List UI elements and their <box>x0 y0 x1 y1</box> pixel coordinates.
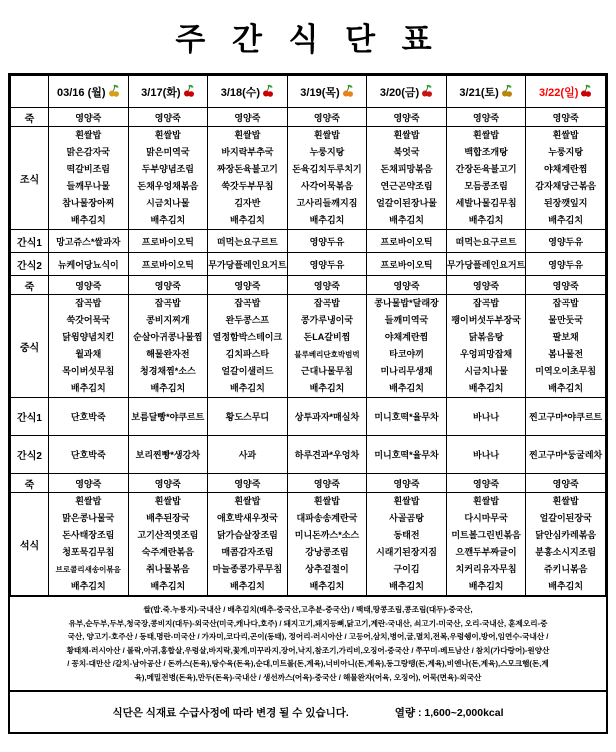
menu-item: 연근곤약조림 <box>380 181 433 191</box>
menu-item: 김자반 <box>234 198 261 208</box>
menu-item: 짜장돈육불고기 <box>216 164 278 174</box>
menu-item: 된장깻잎지 <box>543 198 588 208</box>
day-header <box>49 76 129 108</box>
menu-item: 흰쌀밥 <box>234 130 261 140</box>
day-label: 3/22(일) <box>539 86 579 99</box>
menu-item: 흰쌀밥 <box>313 496 341 506</box>
meal-cell <box>526 295 606 398</box>
menu-item: 취나물볶음 <box>146 564 190 574</box>
menu-item: 콩가루냉이국 <box>300 315 354 325</box>
day-header-content <box>141 84 194 100</box>
menu-item: 잡곡밥 <box>313 298 341 308</box>
menu-item: 쑥갓두부무침 <box>221 181 274 191</box>
menu-item: 고기산적엿조림 <box>137 530 199 540</box>
menu-item: 흰쌀밥 <box>75 130 102 140</box>
meal-cell <box>367 493 447 596</box>
day-header-content <box>380 84 433 100</box>
menu-item: 돈사태장조림 <box>62 530 115 540</box>
snack-cell: 떠먹는요구르트 <box>446 230 526 253</box>
menu-item: 시래기된장지짐 <box>376 547 437 557</box>
menu-item: 떡갈비조림 <box>66 164 111 174</box>
menu-item: 흰쌀밥 <box>154 130 181 140</box>
meal-cell <box>128 493 208 596</box>
menu-item: 해물완자전 <box>146 349 190 359</box>
menu-item: 배추김치 <box>548 581 584 591</box>
menu-item: 봄나물전 <box>548 349 584 359</box>
menu-item: 근대나물무침 <box>300 366 354 376</box>
snack-cell: 망고쥬스*쌀과자 <box>49 230 129 253</box>
row-label: 죽 <box>11 474 49 493</box>
menu-item: 맑은콩나물국 <box>62 513 115 523</box>
menu-item: 으깬두부짜글이 <box>455 547 517 557</box>
day-label: 3/21(토) <box>459 86 499 99</box>
row-label: 간식2 <box>11 253 49 276</box>
cherry-icon <box>262 84 274 100</box>
menu-item: 배추김치 <box>548 215 584 225</box>
day-label: 3/20(금) <box>379 86 420 99</box>
fruit-basket-icon <box>580 84 592 100</box>
origin-line: 국산, 양고기-호주산 / 동태,명란-미국산 / 가자미,코다리,곤이(동태), 정어리-러시아산 / 고등어,삼치,병어,굴,멸치,전복,우렁쉥이,방어,임연수-국내산 / <box>67 632 549 641</box>
day-label: 3/18(수) <box>220 86 261 99</box>
day-header <box>287 76 367 108</box>
porridge-cell: 영양죽 <box>526 276 606 295</box>
row-label: 간식2 <box>11 436 49 474</box>
snack-cell: 프로바이오틱 <box>367 253 447 276</box>
menu-item: 쥬키니볶음 <box>543 564 588 574</box>
snack-cell: 무가당플레인요거트 <box>446 253 526 276</box>
origin-line: / 꽁치-대만산 /갈치-남아공산 / 돈까스(돈육),탕수육(돈육),순대,미트볼(돈,계육),너비아니(돈,계육),동그랑땡(돈,계육),비엔나(돈,계육),스모크햄(돈,계 <box>67 659 549 668</box>
menu-item: 잡곡밥 <box>552 298 579 308</box>
menu-item: 흰쌀밥 <box>393 130 420 140</box>
snack-cell: 사과 <box>208 436 288 474</box>
page-title: 주 간 식 단 표 <box>175 22 441 57</box>
menu-item: 목이버섯무침 <box>62 366 115 376</box>
menu-item: 팽이버섯두부장국 <box>451 315 521 325</box>
menu-item: 배추김치 <box>309 383 345 393</box>
origin-line: 육),메밀전병(돈육),만두(돈육)-국내산 / 생선까스(어육)-중국산 / 해물완자(어육, 오징어), 어묵(면육)-외국산 <box>134 672 482 682</box>
snack-cell: 떠먹는요구르트 <box>208 230 288 253</box>
snack-cell: 바나나 <box>446 398 526 436</box>
menu-item: 얼갈이샐러드 <box>221 366 274 376</box>
snack-cell: 영양두유 <box>526 253 606 276</box>
menu-item: 잡곡밥 <box>75 298 102 308</box>
menu-item: 청포묵김무침 <box>62 547 115 557</box>
row-label: 중식 <box>11 295 49 398</box>
origin-line: 유부,순두부,두부,청국장,콩비지(대두)-외국산(미국,캐나다,호주) / 돼지고기,돼지등뼈,닭고기,계란-국내산, 쇠고기-미국산, 오리-국내산, 훈제오리-중 <box>68 618 548 628</box>
menu-item: 닭안심카레볶음 <box>535 530 597 540</box>
snack-cell: 보리찐빵*생강차 <box>128 436 208 474</box>
menu-item: 흰쌀밥 <box>393 496 420 506</box>
menu-item: 배추김치 <box>389 383 424 393</box>
porridge-cell: 영양죽 <box>367 474 447 493</box>
menu-item: 두부양념조림 <box>141 164 194 174</box>
porridge-cell: 영양죽 <box>287 108 367 127</box>
menu-item: 세발나물김무침 <box>455 198 517 208</box>
menu-item: 잡곡밥 <box>154 298 181 308</box>
menu-item: 배추김치 <box>309 581 345 591</box>
menu-item: 청경채찜*소스 <box>140 366 196 376</box>
menu-row <box>11 493 606 596</box>
menu-item: 흰쌀밥 <box>473 130 500 140</box>
day-header <box>526 76 606 108</box>
menu-item: 배추김치 <box>70 383 106 393</box>
menu-row <box>11 253 606 276</box>
row-label: 죽 <box>11 276 49 295</box>
snack-cell: 프로바이오틱 <box>128 253 208 276</box>
menu-item: 흰쌀밥 <box>75 496 102 506</box>
snack-cell: 영양두유 <box>526 230 606 253</box>
menu-item: 동태전 <box>393 530 420 540</box>
menu-item: 치커리유자무침 <box>455 564 517 574</box>
porridge-cell: 영양죽 <box>49 108 129 127</box>
menu-item: 돈LA갈비찜 <box>303 332 351 342</box>
menu-item: 흰쌀밥 <box>234 496 261 506</box>
menu-item: 시금치나물 <box>146 198 190 208</box>
menu-row <box>11 108 606 127</box>
menu-item: 돈육김치두루치기 <box>292 164 362 174</box>
snack-cell: 뉴케어당뇨식이 <box>49 253 129 276</box>
origin-info <box>10 596 606 690</box>
menu-item: 숙주계란볶음 <box>141 547 194 557</box>
row-label: 간식1 <box>11 398 49 436</box>
porridge-cell: 영양죽 <box>367 108 447 127</box>
menu-item: 물만둣국 <box>548 315 584 325</box>
snack-cell: 프로바이오틱 <box>367 230 447 253</box>
menu-item: 흰쌀밥 <box>552 496 579 506</box>
menu-item: 블루베리단호박범벅 <box>294 350 360 359</box>
meal-cell <box>208 127 288 230</box>
menu-item: 사골곰탕 <box>389 513 424 523</box>
menu-item: 배추김치 <box>150 383 186 393</box>
porridge-cell: 영양죽 <box>208 108 288 127</box>
pineapple-icon <box>501 84 513 100</box>
menu-item: 돈채피망볶음 <box>380 164 433 174</box>
snack-cell: 미니호떡*율무차 <box>367 398 447 436</box>
menu-item: 참나물장아찌 <box>62 198 115 208</box>
menu-item: 배추김치 <box>150 581 186 591</box>
origin-line: 황태채-러시아산 / 볼락,아귀,홍합살,우렁살,바지락,꽃게,미꾸라지,장어,낙지,참조기,가리비,오징어-중국산 / 쭈꾸미-베트남산 / 참치(가다랑어)-원양산 <box>66 645 550 655</box>
meal-cell <box>287 493 367 596</box>
day-header-content <box>57 84 120 100</box>
menu-row <box>11 230 606 253</box>
meal-cell <box>128 295 208 398</box>
row-label: 석식 <box>11 493 49 596</box>
snack-cell: 미니호떡*율무차 <box>367 436 447 474</box>
menu-row <box>11 127 606 230</box>
meal-cell <box>446 295 526 398</box>
menu-item: 다시마무국 <box>464 513 508 523</box>
menu-item: 배추김치 <box>70 581 106 591</box>
menu-item: 시금치나물 <box>464 366 508 376</box>
menu-item: 매콤감자조림 <box>221 547 274 557</box>
menu-sheet <box>8 73 608 734</box>
menu-item: 배추김치 <box>468 581 504 591</box>
menu-item: 미나리무생채 <box>380 366 433 376</box>
menu-item: 맑은미역국 <box>146 147 190 157</box>
day-header-content <box>300 84 353 100</box>
menu-item: 대파송송계란국 <box>296 513 358 523</box>
meal-cell <box>49 295 129 398</box>
menu-item: 월과채 <box>75 349 102 359</box>
menu-item: 닭볶음탕 <box>468 332 504 342</box>
snack-cell: 하루견과*우엉차 <box>287 436 367 474</box>
meal-cell <box>208 493 288 596</box>
menu-item: 누룽지탕 <box>548 147 584 157</box>
day-header <box>367 76 447 108</box>
porridge-cell: 영양죽 <box>128 108 208 127</box>
menu-item: 김치파스타 <box>225 349 270 359</box>
cherry-icon <box>183 84 195 100</box>
menu-row <box>11 474 606 493</box>
meal-cell <box>128 127 208 230</box>
day-header-content <box>221 84 274 100</box>
meal-cell <box>367 295 447 398</box>
menu-item: 얼갈이된장나물 <box>376 198 437 208</box>
snack-cell: 상투과자*매실차 <box>287 398 367 436</box>
origin-line: 쌀(밥.죽.누룽지)-국내산 / 배추김치(배추-중국산,고추분-중국산) / 백태,땅콩조림,콩조림(대두)-중국산, <box>143 605 473 614</box>
row-label: 간식1 <box>11 230 49 253</box>
menu-row <box>11 276 606 295</box>
menu-item: 완두콩스프 <box>225 315 270 325</box>
porridge-cell: 영양죽 <box>49 474 129 493</box>
menu-item: 모듬콩조림 <box>464 181 508 191</box>
snack-cell: 바나나 <box>446 436 526 474</box>
day-label: 3/19(목) <box>300 86 340 99</box>
porridge-cell: 영양죽 <box>128 474 208 493</box>
menu-item: 미역오이초무침 <box>535 366 597 376</box>
menu-item: 타코야끼 <box>389 349 424 359</box>
day-header <box>446 76 526 108</box>
menu-item: 들깨무나물 <box>66 181 111 191</box>
menu-item: 열정함박스테이크 <box>212 332 283 342</box>
menu-item: 사각어묵볶음 <box>300 181 354 191</box>
menu-item: 배추김치 <box>230 581 265 591</box>
snack-cell: 단호박죽 <box>49 436 129 474</box>
porridge-cell: 영양죽 <box>49 276 129 295</box>
menu-item: 백합조개탕 <box>464 147 508 157</box>
porridge-cell: 영양죽 <box>208 276 288 295</box>
meal-cell <box>287 127 367 230</box>
meal-cell <box>526 493 606 596</box>
menu-row <box>11 436 606 474</box>
day-header-row <box>11 76 606 108</box>
porridge-cell: 영양죽 <box>208 474 288 493</box>
meal-cell <box>208 295 288 398</box>
menu-item: 들깨미역국 <box>384 315 429 325</box>
menu-item: 배추김치 <box>309 215 345 225</box>
snack-cell: 무가당플레인요거트 <box>208 253 288 276</box>
menu-item: 배추김치 <box>389 215 424 225</box>
menu-item: 구이김 <box>393 564 420 574</box>
meal-cell <box>287 295 367 398</box>
menu-item: 잡곡밥 <box>234 298 261 308</box>
menu-item: 미트볼그린빈볶음 <box>451 530 521 540</box>
menu-item: 강낭콩조림 <box>305 547 349 557</box>
snack-cell: 프로바이오틱 <box>128 230 208 253</box>
menu-item: 상추겉절이 <box>305 564 349 574</box>
menu-row <box>11 398 606 436</box>
menu-item: 누룽지탕 <box>309 147 345 157</box>
menu-item: 고사리들깨지짐 <box>296 198 358 208</box>
menu-item: 배추김치 <box>468 383 504 393</box>
menu-item: 배추된장국 <box>146 513 190 523</box>
day-header <box>208 76 288 108</box>
menu-item: 감자채당근볶음 <box>535 181 597 191</box>
porridge-cell: 영양죽 <box>446 474 526 493</box>
meal-cell <box>49 127 129 230</box>
menu-item: 잡곡밥 <box>473 298 500 308</box>
porridge-cell: 영양죽 <box>446 108 526 127</box>
day-header-content <box>459 84 512 100</box>
menu-item: 우엉피망잡채 <box>460 349 513 359</box>
note-calories: 열량 : 1,600~2,000kcal <box>394 706 504 719</box>
menu-item: 분홍소시지조림 <box>535 547 597 557</box>
porridge-cell: 영양죽 <box>526 474 606 493</box>
snack-cell: 황도스무디 <box>208 398 288 436</box>
menu-item: 바지락부추국 <box>221 147 274 157</box>
snack-cell: 영양두유 <box>287 230 367 253</box>
fruit-basket-icon <box>421 84 433 100</box>
fruit-basket-icon <box>342 84 354 100</box>
porridge-cell: 영양죽 <box>367 276 447 295</box>
menu-item: 흰쌀밥 <box>154 496 181 506</box>
menu-item: 애호박새우젓국 <box>216 513 278 523</box>
banana-icon <box>108 84 120 100</box>
menu-item: 흰쌀밥 <box>313 130 341 140</box>
day-label: 03/16 (월) <box>57 86 106 99</box>
menu-item: 닭윙양념치킨 <box>62 332 115 342</box>
meal-cell <box>367 127 447 230</box>
menu-item: 흰쌀밥 <box>473 496 500 506</box>
menu-item: 배추김치 <box>468 215 504 225</box>
menu-item: 쑥갓어묵국 <box>66 315 111 325</box>
menu-item: 간장돈육불고기 <box>455 164 517 174</box>
menu-item: 닭가슴살장조림 <box>216 530 278 540</box>
menu-item: 야채계란찜 <box>543 164 588 174</box>
day-header-content <box>539 84 592 100</box>
porridge-cell: 영양죽 <box>287 276 367 295</box>
snack-cell: 영양두유 <box>287 253 367 276</box>
menu-item: 배추김치 <box>230 215 265 225</box>
menu-item: 순살아귀콩나물찜 <box>133 332 203 342</box>
snack-cell: 찐고구마*야쿠르트 <box>526 398 606 436</box>
menu-item: 흰쌀밥 <box>552 130 579 140</box>
corner-cell <box>11 76 49 108</box>
menu-item: 북엇국 <box>393 147 420 157</box>
porridge-cell: 영양죽 <box>446 276 526 295</box>
meal-cell <box>526 127 606 230</box>
meal-cell <box>446 493 526 596</box>
menu-table <box>10 75 606 596</box>
porridge-cell: 영양죽 <box>128 276 208 295</box>
meal-cell <box>49 493 129 596</box>
day-label: 3/17(화) <box>141 86 181 99</box>
menu-item: 야채계란찜 <box>384 332 429 342</box>
snack-cell: 단호박죽 <box>49 398 129 436</box>
menu-item: 배추김치 <box>70 215 106 225</box>
day-header <box>128 76 208 108</box>
menu-item: 배추김치 <box>150 215 186 225</box>
menu-item: 콩나물밥*달래장 <box>374 298 439 308</box>
menu-item: 마늘종콩가루무침 <box>212 564 283 574</box>
menu-item: 브로콜리새송이볶음 <box>55 565 121 574</box>
menu-item: 미니돈까스*소스 <box>294 530 360 540</box>
snack-cell: 찐고구마*둥굴레차 <box>526 436 606 474</box>
meal-cell <box>446 127 526 230</box>
menu-item: 돈채우엉채볶음 <box>137 181 199 191</box>
porridge-cell: 영양죽 <box>287 474 367 493</box>
menu-row <box>11 295 606 398</box>
snack-cell: 보름달빵*야쿠르트 <box>128 398 208 436</box>
row-label: 죽 <box>11 108 49 127</box>
menu-item: 맑은감자국 <box>66 147 111 157</box>
menu-item: 얼갈이된장국 <box>539 513 592 523</box>
menu-item: 배추김치 <box>389 581 424 591</box>
menu-item: 팔보채 <box>552 332 579 342</box>
porridge-cell: 영양죽 <box>526 108 606 127</box>
menu-item: 배추김치 <box>548 383 584 393</box>
row-label: 조식 <box>11 127 49 230</box>
menu-item: 배추김치 <box>230 383 265 393</box>
note-text: 식단은 식재료 수급사정에 따라 변경 될 수 있습니다. <box>112 706 349 719</box>
note-bar <box>10 690 606 732</box>
menu-item: 콩비지찌개 <box>146 315 190 325</box>
